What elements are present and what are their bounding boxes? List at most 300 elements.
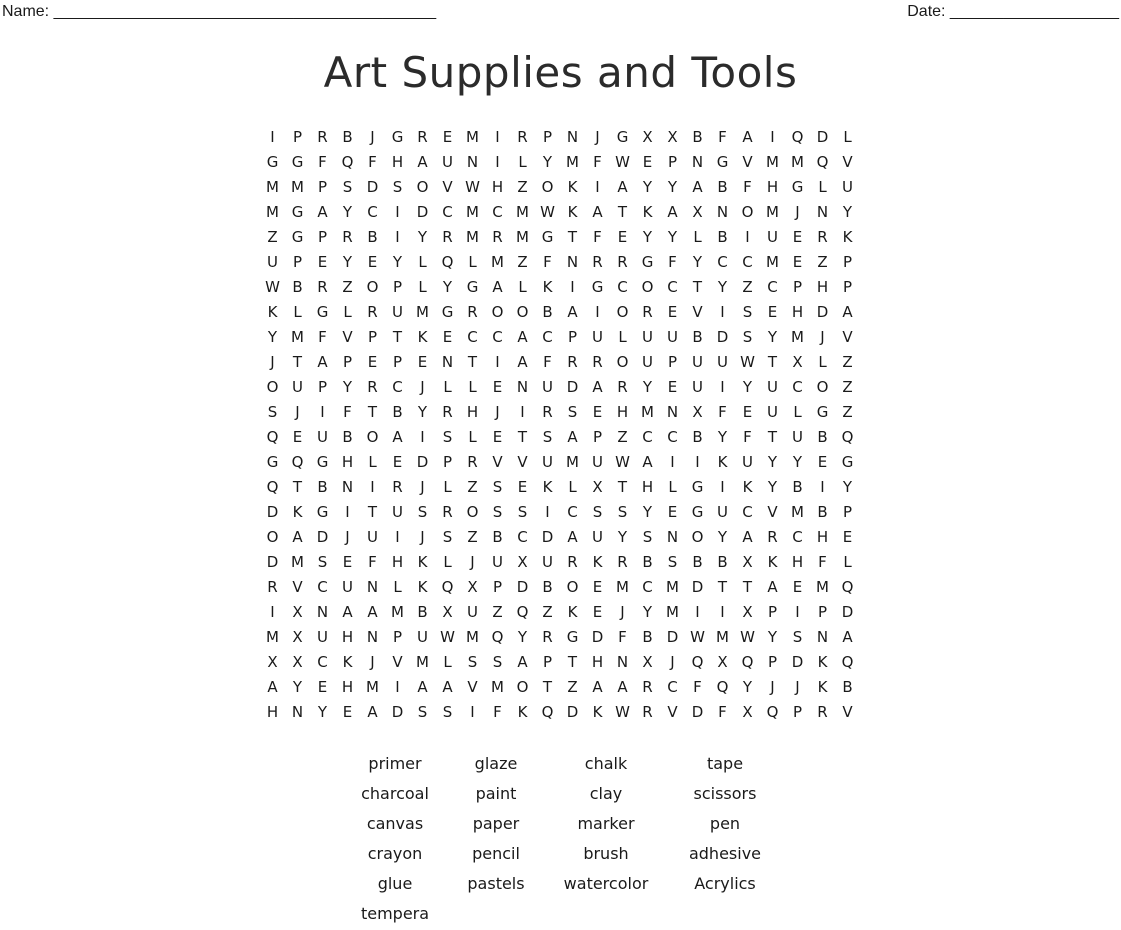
grid-letter: I: [345, 503, 350, 521]
grid-letter: O: [691, 528, 704, 546]
word-bank-item: primer: [368, 754, 422, 773]
grid-letter: W: [740, 353, 755, 371]
grid-letter: L: [693, 228, 702, 246]
grid-letter: P: [317, 378, 328, 396]
grid-letter: L: [443, 553, 452, 571]
grid-letter: R: [642, 303, 653, 321]
grid-letter: P: [792, 278, 803, 296]
grid-letter: R: [317, 278, 328, 296]
grid-letter: Q: [266, 478, 279, 496]
grid-letter: X: [642, 653, 653, 671]
grid-letter: D: [566, 703, 579, 721]
grid-letter: Y: [392, 253, 403, 271]
grid-letter: D: [516, 578, 529, 596]
grid-letter: N: [666, 403, 679, 421]
grid-letter: M: [566, 153, 579, 171]
grid-letter: Y: [542, 153, 553, 171]
grid-letter: V: [342, 328, 353, 346]
letter-grid: [260, 125, 860, 725]
grid-letter: K: [767, 553, 778, 571]
grid-letter: Z: [467, 478, 478, 496]
grid-letter: P: [342, 353, 353, 371]
grid-letter: L: [443, 478, 452, 496]
name-field[interactable]: Name: ___________________________________________: [2, 3, 437, 20]
grid-letter: O: [366, 428, 379, 446]
grid-letter: Q: [266, 428, 279, 446]
grid-letter: G: [541, 228, 554, 246]
grid-letter: D: [816, 303, 829, 321]
grid-letter: I: [395, 528, 400, 546]
grid-letter: S: [642, 528, 653, 546]
grid-letter: L: [793, 403, 802, 421]
grid-letter: A: [667, 203, 678, 221]
grid-letter: H: [816, 528, 829, 546]
grid-letter: M: [266, 178, 279, 196]
grid-letter: U: [492, 553, 503, 571]
grid-letter: B: [842, 678, 853, 696]
grid-letter: M: [716, 628, 729, 646]
grid-letter: Z: [742, 278, 753, 296]
grid-letter: U: [767, 378, 778, 396]
grid-letter: I: [495, 128, 500, 146]
grid-letter: Y: [667, 178, 678, 196]
grid-letter: C: [467, 328, 478, 346]
grid-letter: S: [417, 703, 428, 721]
grid-letter: K: [717, 453, 728, 471]
grid-letter: A: [692, 178, 703, 196]
word-bank-item: tape: [706, 754, 744, 773]
grid-letter: P: [392, 353, 403, 371]
word-bank: [340, 749, 780, 929]
grid-letter: V: [767, 503, 778, 521]
grid-letter: A: [417, 153, 428, 171]
grid-letter: W: [615, 453, 630, 471]
grid-letter: P: [317, 228, 328, 246]
grid-letter: U: [417, 628, 428, 646]
grid-letter: L: [443, 653, 452, 671]
grid-letter: E: [667, 503, 678, 521]
grid-letter: Y: [767, 453, 778, 471]
grid-letter: R: [767, 528, 778, 546]
grid-letter: J: [420, 378, 425, 396]
grid-letter: I: [695, 603, 700, 621]
grid-letter: H: [391, 153, 404, 171]
grid-letter: V: [392, 653, 403, 671]
grid-letter: C: [442, 203, 453, 221]
grid-letter: A: [267, 678, 278, 696]
grid-letter: A: [367, 603, 378, 621]
grid-letter: H: [466, 403, 479, 421]
grid-letter: I: [820, 478, 825, 496]
grid-letter: O: [566, 578, 579, 596]
grid-letter: M: [491, 253, 504, 271]
grid-letter: E: [342, 553, 353, 571]
grid-letter: A: [592, 678, 603, 696]
grid-letter: S: [592, 503, 603, 521]
grid-letter: C: [667, 678, 678, 696]
grid-letter: X: [692, 203, 703, 221]
grid-letter: I: [395, 678, 400, 696]
grid-letter: K: [517, 703, 528, 721]
grid-letter: Y: [842, 203, 853, 221]
grid-letter: T: [467, 353, 478, 371]
grid-letter: Y: [717, 428, 728, 446]
grid-letter: U: [292, 378, 303, 396]
grid-letter: B: [292, 278, 303, 296]
grid-letter: R: [817, 703, 828, 721]
grid-letter: A: [317, 353, 328, 371]
grid-letter: C: [517, 528, 528, 546]
grid-letter: U: [792, 428, 803, 446]
grid-letter: F: [818, 553, 827, 571]
grid-letter: W: [615, 703, 630, 721]
grid-letter: V: [292, 578, 303, 596]
grid-letter: U: [667, 328, 678, 346]
grid-letter: W: [265, 278, 280, 296]
grid-letter: N: [666, 528, 679, 546]
grid-letter: Y: [642, 503, 653, 521]
word-bank-item: glaze: [474, 754, 518, 773]
word-bank-item: brush: [583, 844, 629, 863]
grid-letter: J: [620, 603, 625, 621]
grid-letter: A: [642, 453, 653, 471]
grid-letter: L: [468, 253, 477, 271]
grid-letter: D: [266, 553, 279, 571]
page-title: Art Supplies and Tools: [323, 48, 798, 97]
grid-letter: C: [742, 253, 753, 271]
grid-letter: A: [517, 653, 528, 671]
grid-letter: U: [642, 328, 653, 346]
grid-letter: A: [367, 703, 378, 721]
grid-letter: C: [667, 428, 678, 446]
grid-letter: X: [442, 603, 453, 621]
grid-letter: O: [641, 278, 654, 296]
grid-letter: U: [392, 303, 403, 321]
grid-letter: H: [791, 303, 804, 321]
grid-letter: F: [693, 678, 702, 696]
grid-letter: D: [316, 528, 329, 546]
grid-letter: A: [567, 428, 578, 446]
grid-letter: U: [317, 428, 328, 446]
grid-letter: M: [266, 628, 279, 646]
grid-letter: J: [270, 353, 275, 371]
grid-letter: D: [666, 628, 679, 646]
word-bank-item: canvas: [366, 814, 424, 833]
grid-letter: Y: [717, 528, 728, 546]
grid-letter: S: [417, 503, 428, 521]
grid-letter: P: [842, 253, 853, 271]
grid-letter: N: [341, 478, 354, 496]
grid-letter: L: [418, 278, 427, 296]
grid-letter: X: [792, 353, 803, 371]
grid-letter: B: [342, 428, 353, 446]
grid-letter: G: [466, 278, 479, 296]
grid-letter: D: [416, 453, 429, 471]
grid-letter: I: [670, 453, 675, 471]
date-field[interactable]: Date: ___________________: [907, 3, 1119, 20]
grid-letter: Y: [767, 328, 778, 346]
grid-letter: P: [317, 178, 328, 196]
grid-letter: W: [690, 628, 705, 646]
grid-letter: E: [492, 428, 503, 446]
grid-letter: Y: [767, 628, 778, 646]
grid-letter: I: [495, 353, 500, 371]
grid-letter: A: [842, 303, 853, 321]
grid-letter: A: [767, 578, 778, 596]
grid-letter: I: [270, 128, 275, 146]
grid-letter: K: [642, 203, 653, 221]
grid-letter: Y: [267, 328, 278, 346]
grid-letter: I: [795, 603, 800, 621]
word-bank-item: paint: [475, 784, 517, 803]
grid-letter: A: [617, 178, 628, 196]
grid-letter: H: [591, 653, 604, 671]
grid-letter: Y: [717, 278, 728, 296]
grid-letter: X: [467, 578, 478, 596]
grid-letter: U: [642, 353, 653, 371]
grid-letter: C: [667, 278, 678, 296]
grid-letter: B: [692, 328, 703, 346]
grid-letter: V: [517, 453, 528, 471]
grid-letter: K: [417, 328, 428, 346]
grid-letter: U: [767, 228, 778, 246]
grid-letter: M: [366, 678, 379, 696]
grid-letter: K: [342, 653, 353, 671]
grid-letter: A: [292, 528, 303, 546]
grid-letter: F: [543, 353, 552, 371]
grid-letter: F: [368, 553, 377, 571]
grid-letter: L: [818, 178, 827, 196]
grid-letter: U: [742, 453, 753, 471]
grid-letter: Y: [742, 378, 753, 396]
grid-letter: C: [492, 203, 503, 221]
grid-letter: M: [616, 578, 629, 596]
grid-letter: X: [292, 653, 303, 671]
grid-letter: Y: [642, 228, 653, 246]
grid-letter: W: [540, 203, 555, 221]
grid-letter: B: [417, 603, 428, 621]
word-bank-item: pen: [709, 814, 741, 833]
grid-letter: D: [816, 128, 829, 146]
grid-letter: F: [343, 403, 352, 421]
grid-letter: M: [291, 178, 304, 196]
grid-letter: F: [593, 228, 602, 246]
grid-letter: D: [791, 653, 804, 671]
word-bank-item: Acrylics: [694, 874, 756, 893]
grid-letter: A: [842, 628, 853, 646]
grid-letter: I: [570, 278, 575, 296]
word-bank-item: tempera: [360, 904, 430, 923]
grid-letter: G: [691, 503, 704, 521]
grid-letter: G: [716, 153, 729, 171]
grid-letter: Y: [642, 178, 653, 196]
grid-letter: O: [516, 303, 529, 321]
grid-letter: R: [617, 253, 628, 271]
grid-letter: X: [717, 653, 728, 671]
grid-letter: G: [266, 453, 279, 471]
grid-letter: W: [615, 153, 630, 171]
grid-letter: E: [817, 453, 828, 471]
grid-letter: O: [516, 678, 529, 696]
grid-letter: Q: [291, 453, 304, 471]
grid-letter: R: [417, 128, 428, 146]
grid-letter: C: [717, 253, 728, 271]
grid-letter: A: [592, 203, 603, 221]
grid-letter: I: [545, 503, 550, 521]
grid-letter: T: [767, 428, 778, 446]
grid-letter: L: [518, 278, 527, 296]
grid-letter: U: [842, 178, 853, 196]
grid-letter: P: [292, 253, 303, 271]
grid-letter: I: [395, 203, 400, 221]
grid-letter: C: [492, 328, 503, 346]
grid-letter: F: [718, 403, 727, 421]
grid-letter: U: [592, 328, 603, 346]
grid-letter: R: [542, 628, 553, 646]
grid-letter: O: [266, 378, 279, 396]
grid-letter: T: [292, 353, 303, 371]
grid-letter: L: [468, 428, 477, 446]
grid-letter: D: [366, 178, 379, 196]
grid-letter: Q: [441, 578, 454, 596]
grid-letter: H: [341, 628, 354, 646]
grid-letter: I: [320, 403, 325, 421]
grid-letter: H: [391, 553, 404, 571]
grid-letter: U: [717, 353, 728, 371]
grid-letter: I: [595, 178, 600, 196]
grid-letter: H: [341, 678, 354, 696]
grid-letter: Z: [617, 428, 628, 446]
grid-letter: U: [442, 153, 453, 171]
grid-letter: Z: [342, 278, 353, 296]
grid-letter: X: [742, 603, 753, 621]
grid-letter: U: [392, 503, 403, 521]
grid-letter: H: [491, 178, 504, 196]
grid-letter: U: [367, 528, 378, 546]
grid-letter: G: [616, 128, 629, 146]
grid-letter: M: [466, 228, 479, 246]
grid-letter: Y: [417, 228, 428, 246]
grid-letter: K: [292, 503, 303, 521]
grid-letter: Z: [542, 603, 553, 621]
grid-letter: E: [492, 378, 503, 396]
grid-letter: I: [420, 428, 425, 446]
grid-letter: C: [792, 528, 803, 546]
grid-letter: H: [616, 403, 629, 421]
grid-letter: J: [670, 653, 675, 671]
grid-letter: O: [416, 178, 429, 196]
grid-letter: L: [368, 453, 377, 471]
grid-letter: P: [842, 278, 853, 296]
grid-letter: Q: [741, 653, 754, 671]
grid-letter: Y: [342, 253, 353, 271]
grid-letter: U: [317, 628, 328, 646]
grid-letter: M: [666, 578, 679, 596]
grid-letter: U: [592, 528, 603, 546]
grid-letter: L: [843, 128, 852, 146]
grid-letter: E: [742, 403, 753, 421]
grid-letter: J: [370, 653, 375, 671]
grid-letter: A: [342, 603, 353, 621]
grid-letter: H: [341, 453, 354, 471]
grid-letter: L: [843, 553, 852, 571]
grid-letter: Z: [842, 353, 853, 371]
grid-letter: E: [292, 428, 303, 446]
grid-letter: E: [317, 678, 328, 696]
grid-letter: K: [592, 703, 603, 721]
grid-letter: M: [641, 403, 654, 421]
grid-letter: A: [492, 278, 503, 296]
grid-letter: B: [717, 178, 728, 196]
grid-letter: B: [367, 228, 378, 246]
grid-letter: B: [342, 128, 353, 146]
grid-letter: M: [291, 328, 304, 346]
grid-letter: B: [717, 228, 728, 246]
grid-letter: E: [392, 453, 403, 471]
grid-letter: G: [316, 503, 329, 521]
grid-letter: K: [817, 678, 828, 696]
grid-letter: P: [667, 153, 678, 171]
grid-letter: G: [441, 303, 454, 321]
grid-letter: Y: [417, 403, 428, 421]
grid-letter: N: [366, 578, 379, 596]
grid-letter: U: [542, 453, 553, 471]
grid-letter: P: [592, 428, 603, 446]
grid-letter: U: [692, 378, 703, 396]
grid-letter: T: [692, 278, 703, 296]
grid-letter: F: [493, 703, 502, 721]
grid-letter: Y: [617, 528, 628, 546]
grid-letter: P: [492, 578, 503, 596]
grid-letter: K: [542, 278, 553, 296]
grid-letter: C: [317, 653, 328, 671]
grid-letter: E: [792, 253, 803, 271]
word-bank-item: adhesive: [688, 844, 762, 863]
grid-letter: U: [767, 403, 778, 421]
grid-letter: E: [417, 353, 428, 371]
grid-letter: S: [617, 503, 628, 521]
grid-letter: P: [367, 328, 378, 346]
grid-letter: C: [567, 503, 578, 521]
grid-letter: C: [392, 378, 403, 396]
grid-letter: U: [542, 378, 553, 396]
grid-letter: C: [317, 578, 328, 596]
grid-letter: Z: [492, 603, 503, 621]
word-bank-item: paper: [472, 814, 520, 833]
grid-letter: A: [442, 678, 453, 696]
grid-letter: R: [567, 353, 578, 371]
grid-letter: X: [267, 653, 278, 671]
grid-letter: B: [317, 478, 328, 496]
grid-letter: R: [592, 253, 603, 271]
grid-letter: P: [817, 603, 828, 621]
grid-letter: N: [616, 653, 629, 671]
grid-letter: X: [592, 478, 603, 496]
grid-letter: N: [466, 153, 479, 171]
grid-letter: J: [820, 328, 825, 346]
grid-letter: P: [767, 603, 778, 621]
grid-letter: S: [567, 403, 578, 421]
grid-letter: R: [317, 128, 328, 146]
grid-letter: E: [317, 253, 328, 271]
grid-letter: L: [418, 253, 427, 271]
grid-letter: C: [792, 378, 803, 396]
grid-letter: Q: [541, 703, 554, 721]
grid-letter: V: [842, 328, 853, 346]
grid-letter: J: [495, 403, 500, 421]
grid-letter: O: [616, 303, 629, 321]
grid-letter: B: [792, 478, 803, 496]
